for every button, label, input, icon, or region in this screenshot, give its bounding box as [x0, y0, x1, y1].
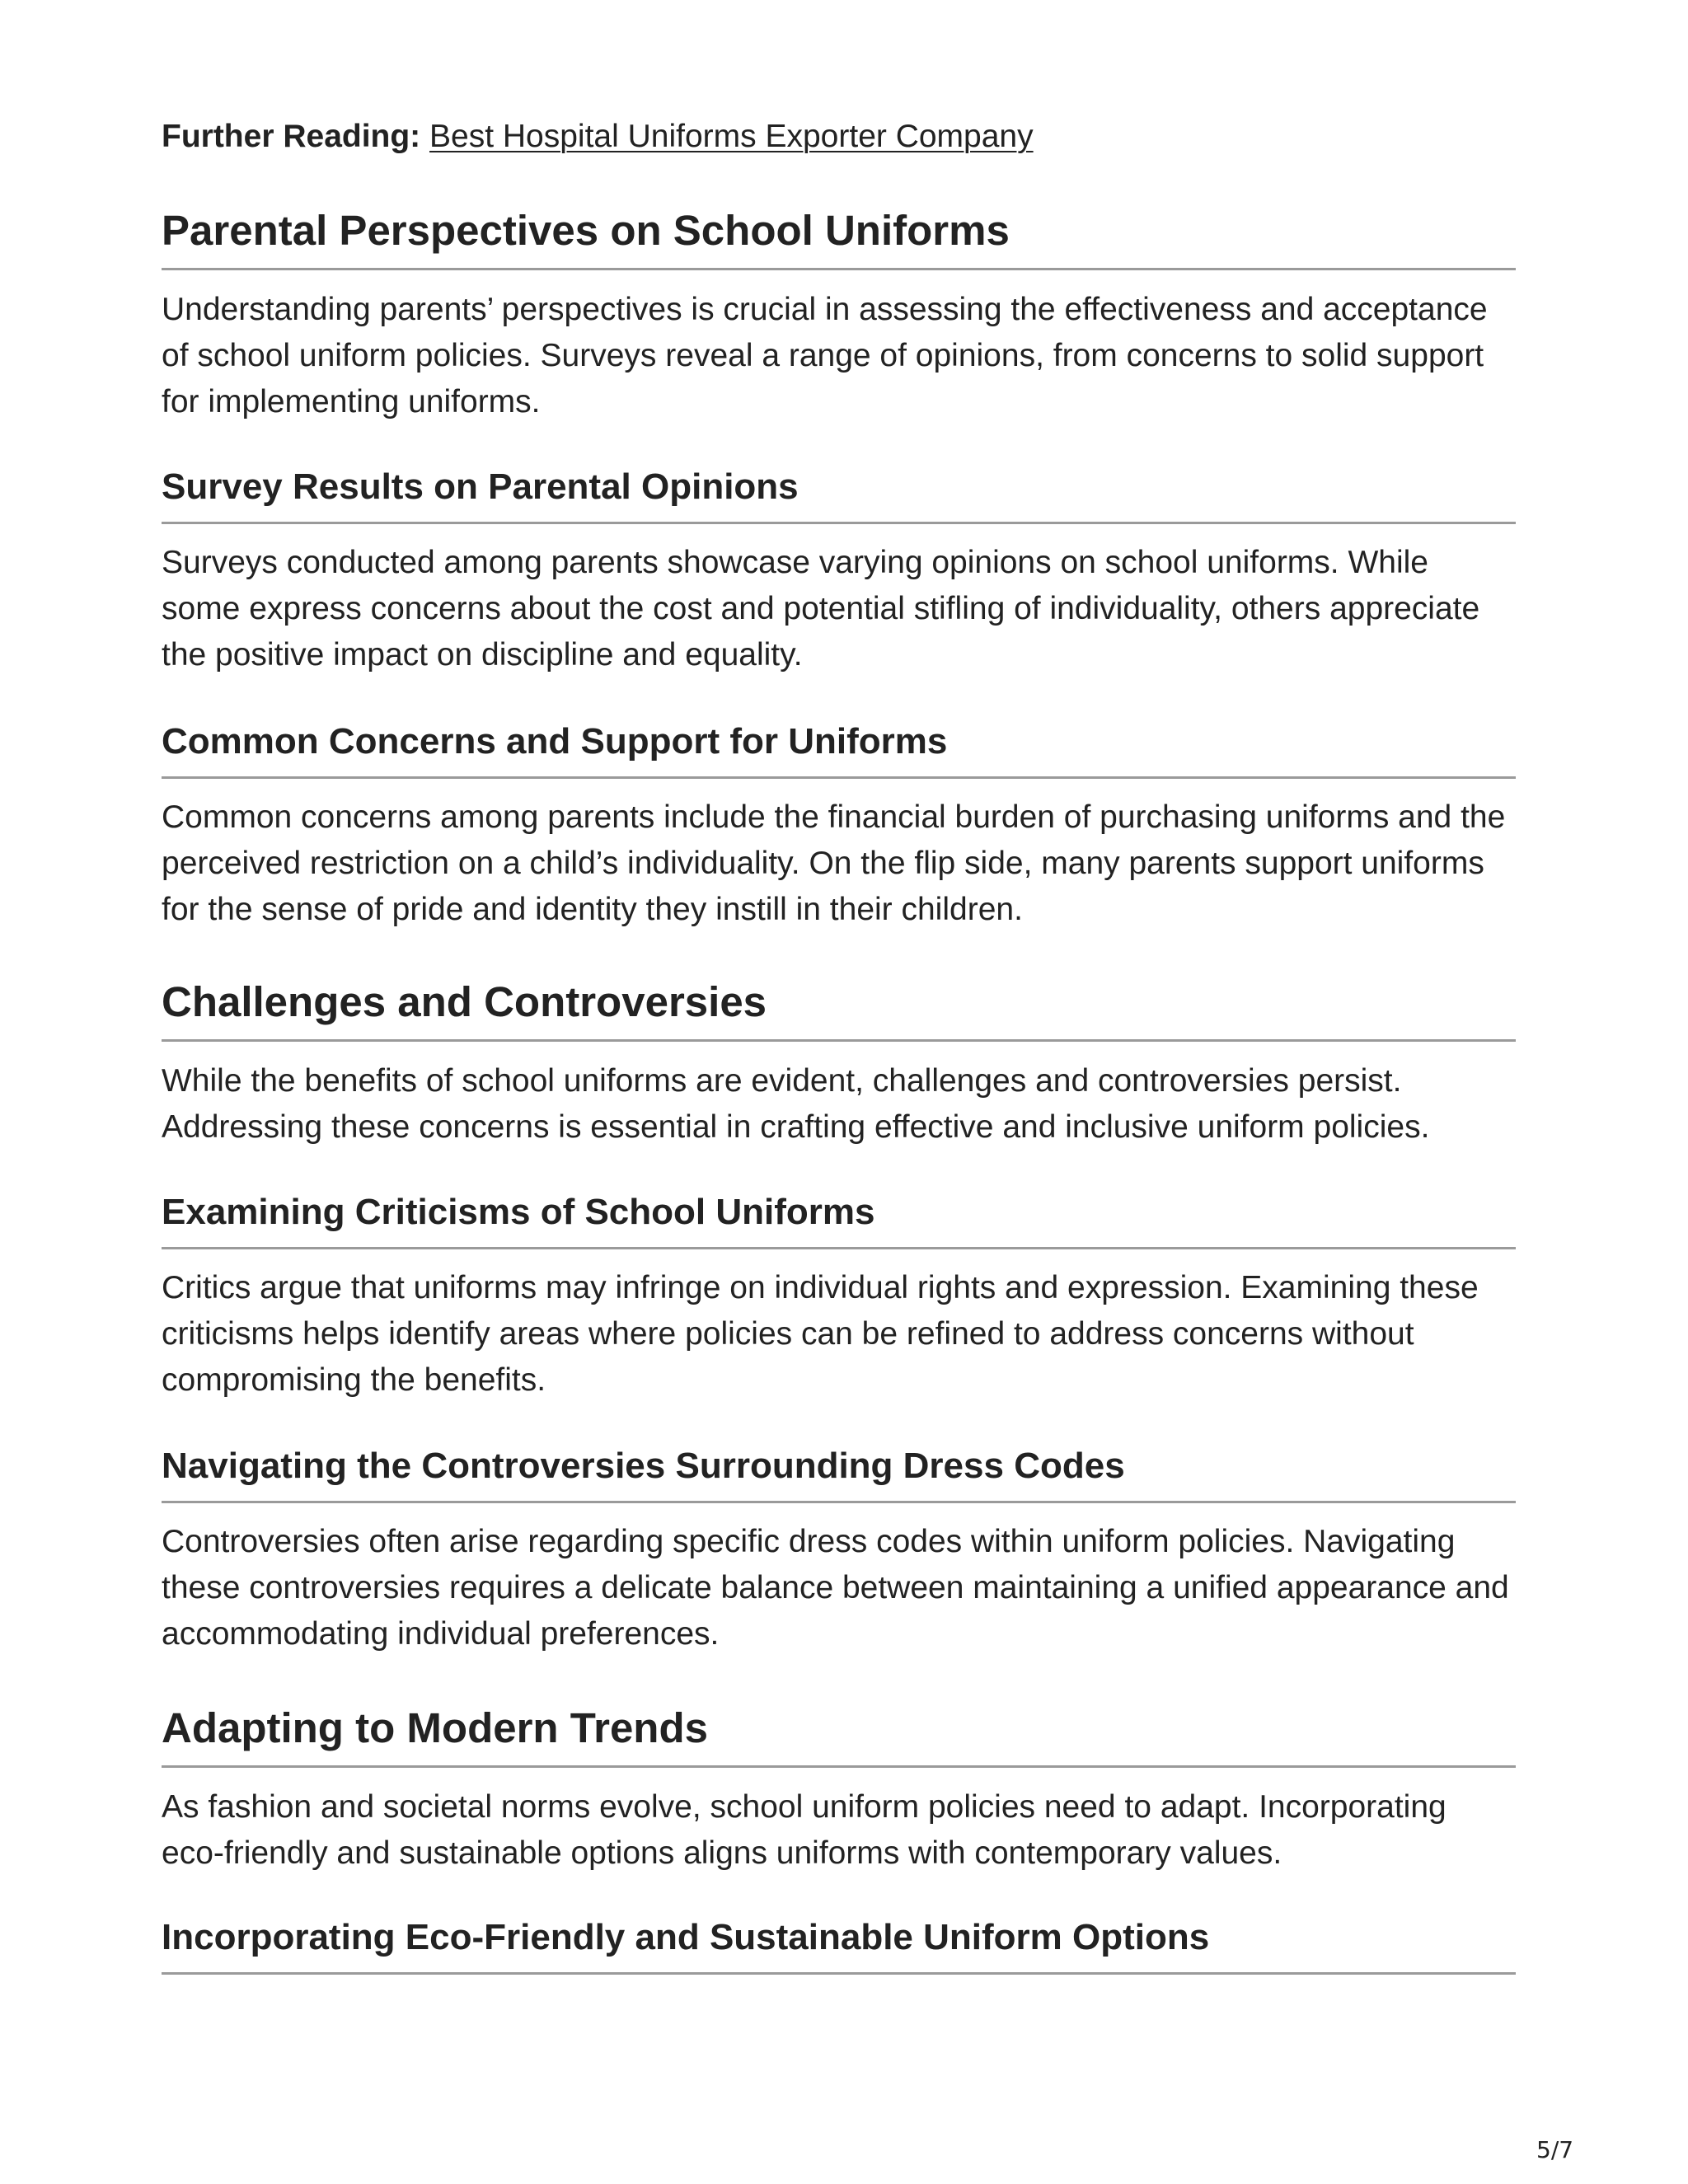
- subsection-heading: Examining Criticisms of School Uniforms: [162, 1192, 875, 1232]
- heading-divider: [162, 1501, 1516, 1503]
- further-reading-link[interactable]: Best Hospital Uniforms Exporter Company: [429, 119, 1034, 154]
- section-paragraph: Common concerns among parents include the financial burden of purchasing uniforms and the perceived restriction on a child’s individuality. On the flip side, many parents support uniforms for the sense of pride and identity they instill in their children.: [162, 799, 1506, 927]
- section-heading: Parental Perspectives on School Uniforms: [162, 207, 1010, 254]
- heading-divider: [162, 522, 1516, 524]
- further-reading: [162, 115, 1034, 158]
- heading-divider: [162, 1039, 1516, 1042]
- section-paragraph: Understanding parents’ perspectives is crucial in assessing the effectiveness and acceptance of school uniform policies. Surveys reveal a range of opinions, from concerns to solid support for implementing uniforms.: [162, 292, 1488, 419]
- subsection-heading: Common Concerns and Support for Uniforms: [162, 721, 948, 762]
- section-heading: Challenges and Controversies: [162, 978, 767, 1025]
- heading-divider: [162, 776, 1516, 779]
- section-paragraph: As fashion and societal norms evolve, school uniform policies need to adapt. Incorporating eco-friendly and sustainable options aligns uniforms with contemporary values.: [162, 1789, 1447, 1871]
- further-reading-label: Further Reading:: [162, 119, 421, 154]
- heading-divider: [162, 1247, 1516, 1249]
- section-paragraph: Surveys conducted among parents showcase varying opinions on school uniforms. While some express concerns about the cost and potential stifling of individuality, others appreciate the positive impact on discipline and equality.: [162, 545, 1480, 673]
- page-number: 5/7: [1536, 2136, 1574, 2163]
- subsection-heading: Survey Results on Parental Opinions: [162, 466, 799, 507]
- section-paragraph: Controversies often arise regarding specific dress codes within uniform policies. Navigating these controversies requires a delicate balance between maintaining a unified appearance and accommodating individual preferences.: [162, 1524, 1509, 1652]
- heading-divider: [162, 1972, 1516, 1975]
- heading-divider: [162, 268, 1516, 270]
- section-heading: Adapting to Modern Trends: [162, 1704, 708, 1751]
- section-paragraph: While the benefits of school uniforms are evident, challenges and controversies persist. Addressing these concerns is essential in crafting effective and inclusive uniform policies.: [162, 1063, 1430, 1145]
- section-paragraph: Critics argue that uniforms may infringe on individual rights and expression. Examining these criticisms helps identify areas where policies can be refined to address concerns without compromising the benefits.: [162, 1270, 1479, 1398]
- subsection-heading: Navigating the Controversies Surrounding Dress Codes: [162, 1446, 1125, 1486]
- subsection-heading: Incorporating Eco-Friendly and Sustainable Uniform Options: [162, 1917, 1210, 1957]
- heading-divider: [162, 1765, 1516, 1768]
